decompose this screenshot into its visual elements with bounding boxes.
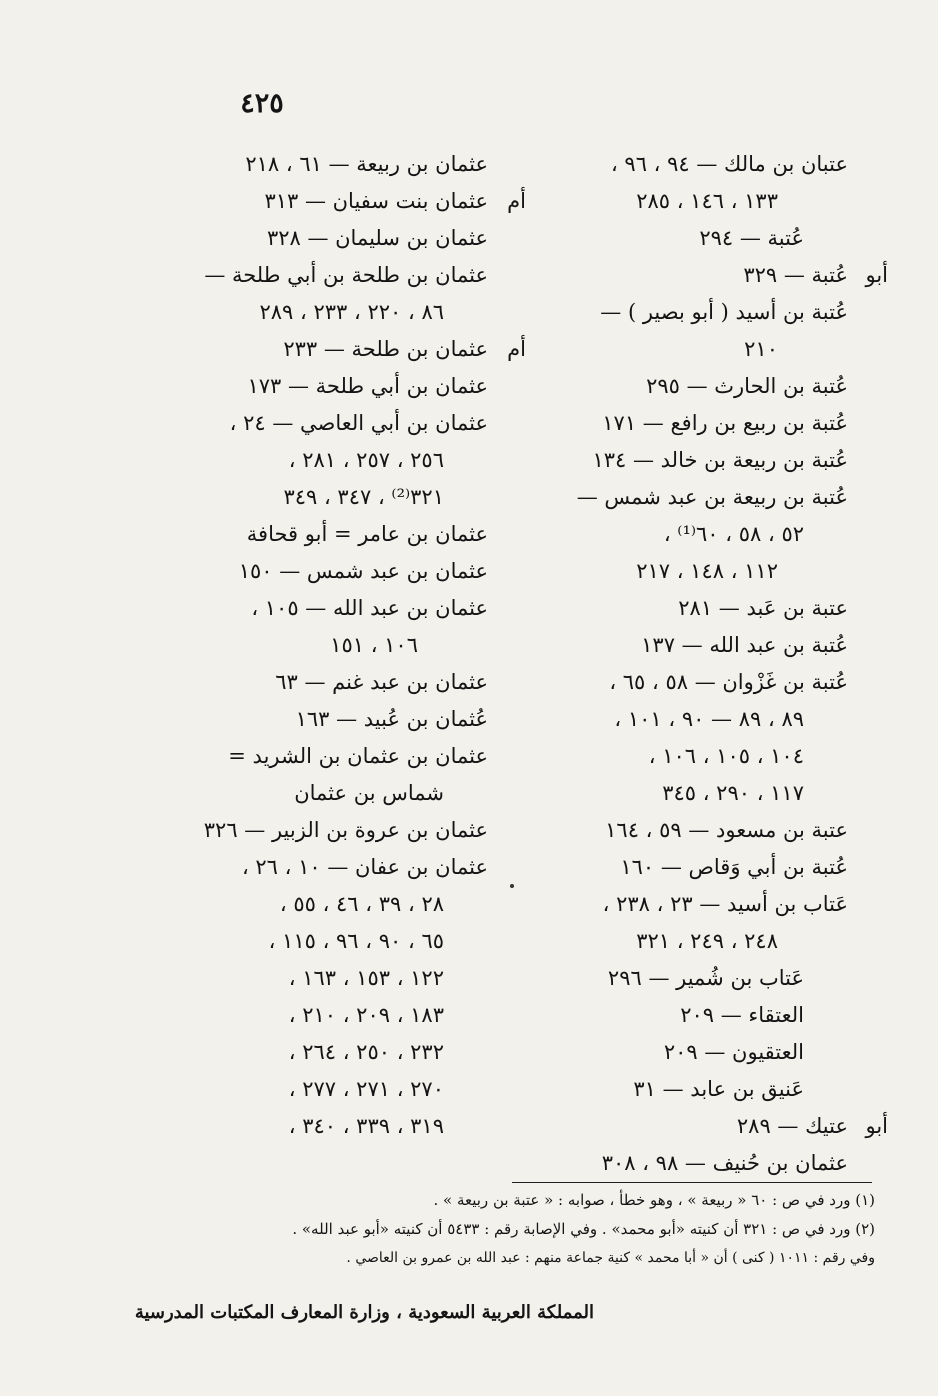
entry-text: عُتبة بن الحارث — ٢٩٥: [646, 374, 848, 398]
entry-text: ٣١٩ ، ٣٣٩ ، ٣٤٠ ،: [288, 1114, 444, 1138]
index-entry: [548, 590, 848, 627]
index-entry: [548, 812, 848, 849]
entry-text: عتبة بن مسعود — ٥٩ ، ١٦٤: [605, 818, 848, 842]
entry-text: ١١٧ ، ٢٩٠ ، ٣٤٥: [662, 781, 804, 805]
entry-text: عتيك — ٢٨٩: [736, 1114, 848, 1138]
index-entry: [548, 257, 888, 294]
index-entry: [548, 183, 848, 220]
index-entry: [548, 405, 848, 442]
index-entry: [188, 960, 488, 997]
index-entry: [548, 516, 848, 553]
entry-text: عثمان بن طلحة بن أبي طلحة —: [204, 263, 488, 287]
index-entry: [188, 997, 488, 1034]
index-entry: [188, 1034, 488, 1071]
entry-text: عَتاب بن أسيد — ٢٣ ، ٢٣٨ ،: [602, 892, 848, 916]
entry-text: عُتبة — ٣٢٩: [743, 263, 848, 287]
entry-text: ١٠٦ ، ١٥١: [330, 633, 418, 657]
footnote-2: (٢) ورد في ص : ٣٢١ أن كنيته «أبو محمد» . وفي الإصابة رقم : ٥٤٣٣ أن كنيته «أبو عبد الله» .: [292, 1220, 875, 1238]
entry-text: عثمان بن عبد شمس — ١٥٠: [238, 559, 488, 583]
index-entry: [548, 1145, 848, 1182]
entry-text: عُتبة بن أسيد ( أبو بصير ) —: [600, 300, 848, 324]
index-entry: [548, 738, 848, 775]
index-entry: [188, 257, 488, 294]
right-index-column: [548, 146, 888, 1182]
index-entry: [548, 1071, 848, 1108]
entry-text: ١٠٤ ، ١٠٥ ، ١٠٦ ،: [648, 744, 804, 768]
index-entry: [188, 479, 488, 516]
entry-text: ١٢٢ ، ١٥٣ ، ١٦٣ ،: [288, 966, 444, 990]
entry-text: عثمان بن عروة بن الزبير — ٣٢٦: [203, 818, 488, 842]
index-entry: [188, 849, 488, 886]
index-entry: [548, 849, 848, 886]
footnotes: [100, 1186, 875, 1273]
index-entry: [188, 590, 488, 627]
entry-text: العتقيون — ٢٠٩: [663, 1040, 804, 1064]
entry-text: ٦٥ ، ٩٠ ، ٩٦ ، ١١٥ ،: [268, 929, 444, 953]
index-entry: [188, 368, 488, 405]
index-entry: [188, 812, 488, 849]
index-entry: [188, 442, 488, 479]
left-index-column: [188, 146, 526, 1145]
entry-text: ٣٢١⁽²⁾ ، ٣٤٧ ، ٣٤٩: [283, 485, 444, 509]
entry-text: عُتبة بن ربيعة بن خالد — ١٣٤: [592, 448, 848, 472]
index-entry: [548, 1034, 848, 1071]
index-entry: [548, 146, 848, 183]
entry-text: عَتاب بن شُمير — ٢٩٦: [607, 966, 804, 990]
entry-text: عثمان بن عبد الله — ١٠٥ ،: [251, 596, 488, 620]
entry-text: عثمان بن طلحة — ٢٣٣: [283, 337, 488, 361]
index-entry: [548, 294, 848, 331]
entry-text: ٨٦ ، ٢٢٠ ، ٢٣٣ ، ٢٨٩: [259, 300, 444, 324]
entry-text: ٢٣٢ ، ٢٥٠ ، ٢٦٤ ،: [288, 1040, 444, 1064]
index-entry: [548, 442, 848, 479]
index-entry: [548, 886, 848, 923]
index-entry: [188, 220, 488, 257]
index-entry: [188, 923, 488, 960]
page-number: ٤٢٥: [240, 88, 284, 119]
entry-text: عثمان بن أبي طلحة — ١٧٣: [247, 374, 488, 398]
entry-text: عُتبة — ٢٩٤: [699, 226, 804, 250]
entry-text: عتبة بن عَبد — ٢٨١: [678, 596, 848, 620]
index-entry: [188, 775, 488, 812]
index-entry: [188, 886, 488, 923]
index-entry: [188, 146, 488, 183]
entry-text: عُتبة بن أبي وَقاص — ١٦٠: [620, 855, 848, 879]
index-entry: [548, 923, 848, 960]
index-entry: [188, 1108, 488, 1145]
entry-text: عثمان بنت سفيان — ٣١٣: [264, 189, 488, 213]
index-entry: [548, 331, 848, 368]
index-entry: [548, 627, 848, 664]
entry-text: شماس بن عثمان: [294, 781, 444, 805]
entry-text: ٢٧٠ ، ٢٧١ ، ٢٧٧ ،: [288, 1077, 444, 1101]
index-entry: [188, 516, 488, 553]
entry-text: عثمان بن عامر = أبو قحافة: [246, 522, 488, 546]
entry-text: ٢٨ ، ٣٩ ، ٤٦ ، ٥٥ ،: [279, 892, 444, 916]
entry-text: عُتبة بن ربيع بن رافع — ١٧١: [602, 411, 848, 435]
entry-text: عثمان بن عفان — ١٠ ، ٢٦ ،: [241, 855, 488, 879]
entry-text: ٨٩ ، ٨٩ — ٩٠ ، ١٠١ ،: [614, 707, 804, 731]
entry-text: عثمان بن عثمان بن الشريد =: [228, 744, 488, 768]
index-entry: [188, 331, 526, 368]
entry-text: عتبان بن مالك — ٩٤ ، ٩٦ ،: [610, 152, 848, 176]
entry-text: عثمان بن ربيعة — ٦١ ، ٢١٨: [245, 152, 488, 176]
index-entry: [548, 997, 848, 1034]
index-entry: [188, 701, 488, 738]
entry-text: العتقاء — ٢٠٩: [680, 1003, 804, 1027]
index-entry: [188, 183, 526, 220]
entry-text: عُتبة بن ربيعة بن عبد شمس —: [576, 485, 848, 509]
entry-text: عثمان بن حُنيف — ٩٨ ، ٣٠٨: [601, 1151, 848, 1175]
entry-text: ٢٤٨ ، ٢٤٩ ، ٣٢١: [636, 929, 778, 953]
entry-text: ١٣٣ ، ١٤٦ ، ٢٨٥: [636, 189, 778, 213]
footnote-3: وفي رقم : ١٠١١ ( كنى ) أن « أبا محمد » كنية جماعة منهم : عبد الله بن عمرو بن العاصي .: [346, 1250, 875, 1266]
entry-text: ٢٥٦ ، ٢٥٧ ، ٢٨١ ،: [288, 448, 444, 472]
footnote-divider: [512, 1182, 872, 1183]
index-entry: [548, 701, 848, 738]
entry-text: عُتبة بن عبد الله — ١٣٧: [641, 633, 848, 657]
entry-text: عثمان بن عبد غنم — ٦٣: [275, 670, 488, 694]
footnote-1: (١) ورد في ص : ٦٠ « ربيعة » ، وهو خطأ ، صوابه : « عتبة بن ربيعة » .: [433, 1191, 875, 1209]
publisher-stamp: المملكة العربية السعودية ، وزارة المعارف المكتبات المدرسية: [134, 1302, 594, 1323]
entry-text: عُتبة بن غَزْوان — ٥٨ ، ٦٥ ،: [609, 670, 848, 694]
stray-dot: [510, 884, 514, 888]
entry-text: عثمان بن سليمان — ٣٢٨: [266, 226, 488, 250]
entry-text: ١١٢ ، ١٤٨ ، ٢١٧: [636, 559, 778, 583]
entry-prefix: أم: [507, 337, 526, 361]
entry-text: عَنيق بن عابد — ٣١: [633, 1077, 804, 1101]
entry-text: عُثمان بن عُبيد — ١٦٣: [295, 707, 488, 731]
index-entry: [548, 479, 848, 516]
entry-prefix: أبو: [865, 263, 888, 287]
index-entry: [548, 220, 848, 257]
index-entry: [548, 960, 848, 997]
index-entry: [188, 1071, 488, 1108]
index-entry: [548, 775, 848, 812]
index-entry: [188, 664, 488, 701]
index-entry: [548, 1108, 888, 1145]
entry-text: ٥٢ ، ٥٨ ، ٦٠⁽¹⁾ ،: [663, 522, 804, 546]
index-entry: [188, 553, 488, 590]
index-entry: [548, 664, 848, 701]
index-entry: [188, 627, 488, 664]
index-entry: [188, 738, 488, 775]
index-entry: [188, 294, 488, 331]
entry-prefix: أم: [507, 189, 526, 213]
index-entry: [548, 368, 848, 405]
entry-prefix: أبو: [865, 1114, 888, 1138]
index-entry: [188, 405, 488, 442]
entry-text: ٢١٠: [744, 337, 778, 361]
entry-text: عثمان بن أبي العاصي — ٢٤ ،: [229, 411, 488, 435]
entry-text: ١٨٣ ، ٢٠٩ ، ٢١٠ ،: [288, 1003, 444, 1027]
index-entry: [548, 553, 848, 590]
